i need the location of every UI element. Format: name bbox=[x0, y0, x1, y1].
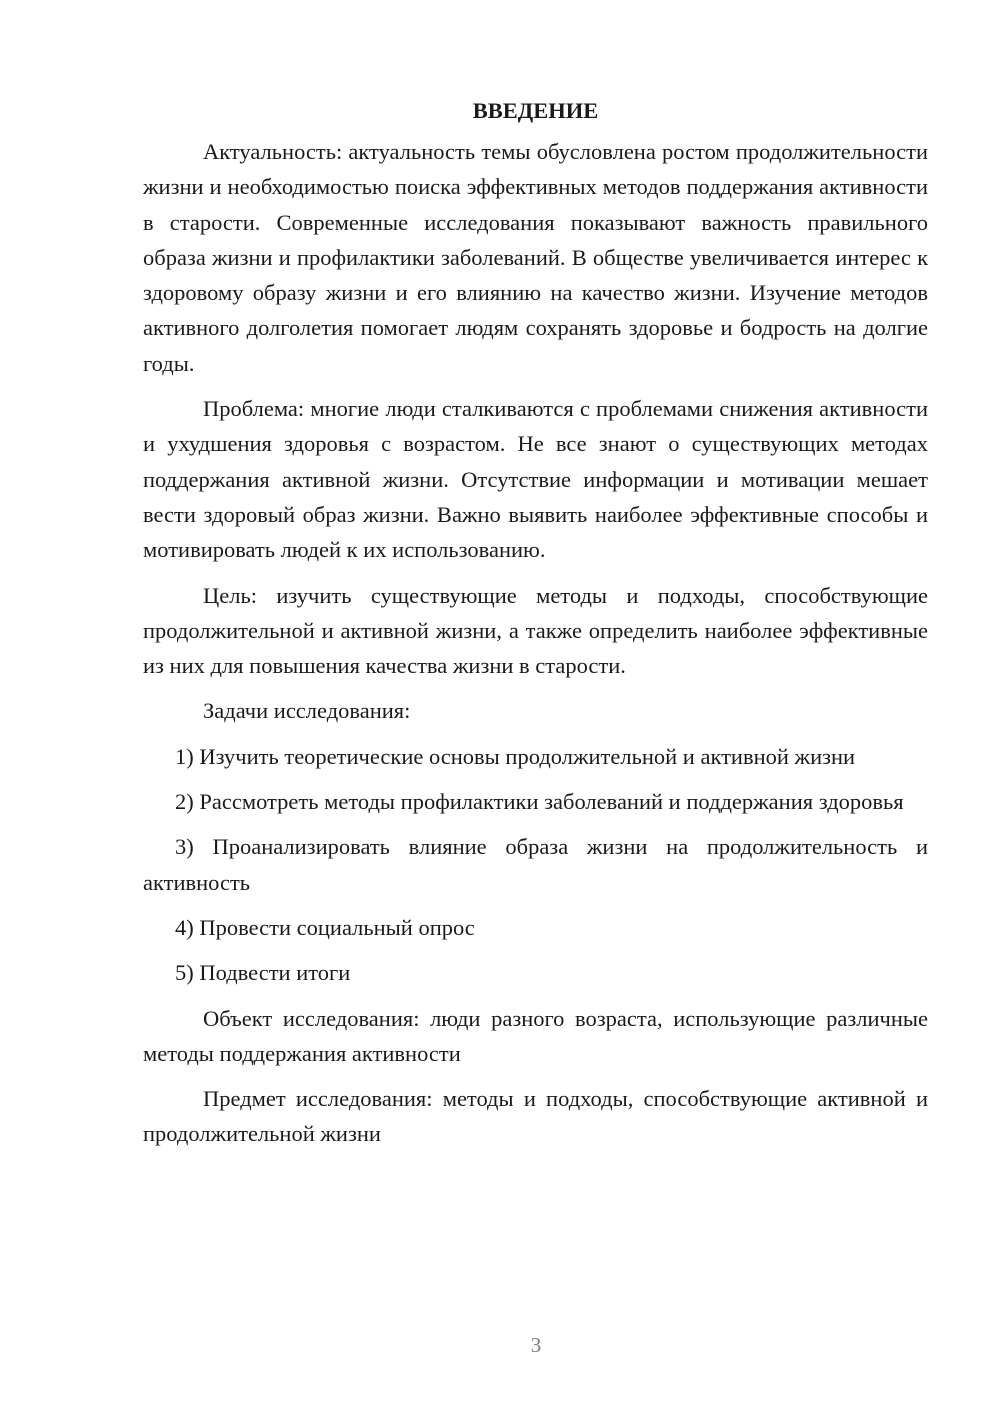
task-item-3: 3) Проанализировать влияние образа жизни на продолжительность и активность bbox=[143, 834, 928, 895]
paragraph-subject: Предмет исследования: методы и подходы, способствующие активной и продолжительной жизни bbox=[143, 1086, 928, 1147]
paragraph-goal: Цель: изучить существующие методы и подходы, способствующие продолжительной и активной жизни, а также определить наиболее эффективные из них для повышения качества жизни в старости. bbox=[143, 582, 928, 679]
task-item-5: 5) Подвести итоги bbox=[175, 960, 351, 986]
paragraph-object: Объект исследования: люди разного возраста, использующие различные методы поддержания активности bbox=[143, 1005, 928, 1066]
page-title: ВВЕДЕНИЕ bbox=[472, 98, 599, 123]
page-number: 3 bbox=[530, 1333, 542, 1357]
page-content bbox=[143, 94, 928, 1162]
paragraph-relevance: Актуальность: актуальность темы обусловлена ростом продолжительности жизни и необходимостью поиска эффективных методов поддержания активности в старости. Современные исследования показывают важность правильного образа жизни и профилактики заболеваний. В обществе увеличивается интерес к здоровому образу жизни и его влиянию на качество жизни. Изучение методов активного долголетия помогает людям сохранять здоровье и бодрость на долгие годы. bbox=[143, 139, 928, 376]
paragraph-problem: Проблема: многие люди сталкиваются с проблемами снижения активности и ухудшения здоровья с возрастом. Не все знают о существующих методах поддержания активной жизни. Отсутствие информации и мотивации мешает вести здоровый образ жизни. Важно выявить наиболее эффективные способы и мотивировать людей к их использованию. bbox=[143, 396, 928, 563]
task-item-2: 2) Рассмотреть методы профилактики заболеваний и поддержания здоровья bbox=[175, 789, 904, 815]
tasks-heading: Задачи исследования: bbox=[203, 698, 411, 724]
task-item-1: 1) Изучить теоретические основы продолжительной и активной жизни bbox=[175, 743, 856, 769]
task-item-4: 4) Провести социальный опрос bbox=[175, 914, 475, 940]
